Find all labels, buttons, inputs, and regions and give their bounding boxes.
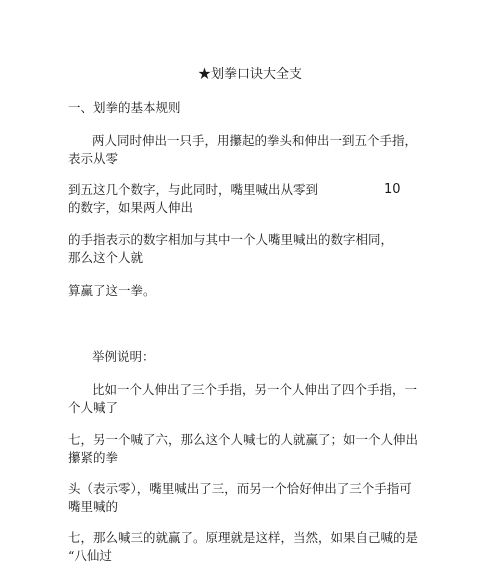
- section-heading: 一、划拳的基本规则: [68, 100, 181, 115]
- number-text: 10: [384, 182, 401, 197]
- paragraph-line: 嘴里喊的: [68, 499, 119, 514]
- paragraph-line: 举例说明：: [92, 349, 155, 364]
- document-title: ★划拳口诀大全支: [197, 67, 302, 82]
- paragraph-line: 的手指表示的数字相加与其中一个人嘴里喊出的数字相同，: [68, 232, 394, 247]
- paragraph-line: 比如一个人伸出了三个手指，另一个人伸出了四个手指，一: [92, 382, 418, 397]
- paragraph-line: 到五这几个数字，与此同时，嘴里喊出从零到: [68, 182, 319, 197]
- paragraph-line: 表示从零: [68, 151, 119, 166]
- paragraph-line: 个人喊了: [68, 400, 119, 415]
- paragraph-line: 攥紧的拳: [68, 450, 119, 465]
- paragraph-line: 的数字，如果两人伸出: [68, 200, 194, 215]
- paragraph-line: 那么这个人就: [68, 250, 144, 265]
- paragraph-line: “八仙过: [68, 548, 112, 563]
- paragraph-line: 算赢了这一拳。: [68, 283, 156, 298]
- paragraph-line: 两人同时伸出一只手，用攥起的拳头和伸出一到五个手指，: [92, 133, 418, 148]
- paragraph-line: 七，另一个喊了六，那么这个人喊七的人就赢了；如一个人伸出: [68, 432, 419, 447]
- paragraph-line: 七，那么喊三的就赢了。原理就是这样，当然，如果自己喊的是: [68, 530, 419, 545]
- paragraph-line: 头（表示零），嘴里喊出了三，而另一个恰好伸出了三个手指可: [68, 481, 412, 496]
